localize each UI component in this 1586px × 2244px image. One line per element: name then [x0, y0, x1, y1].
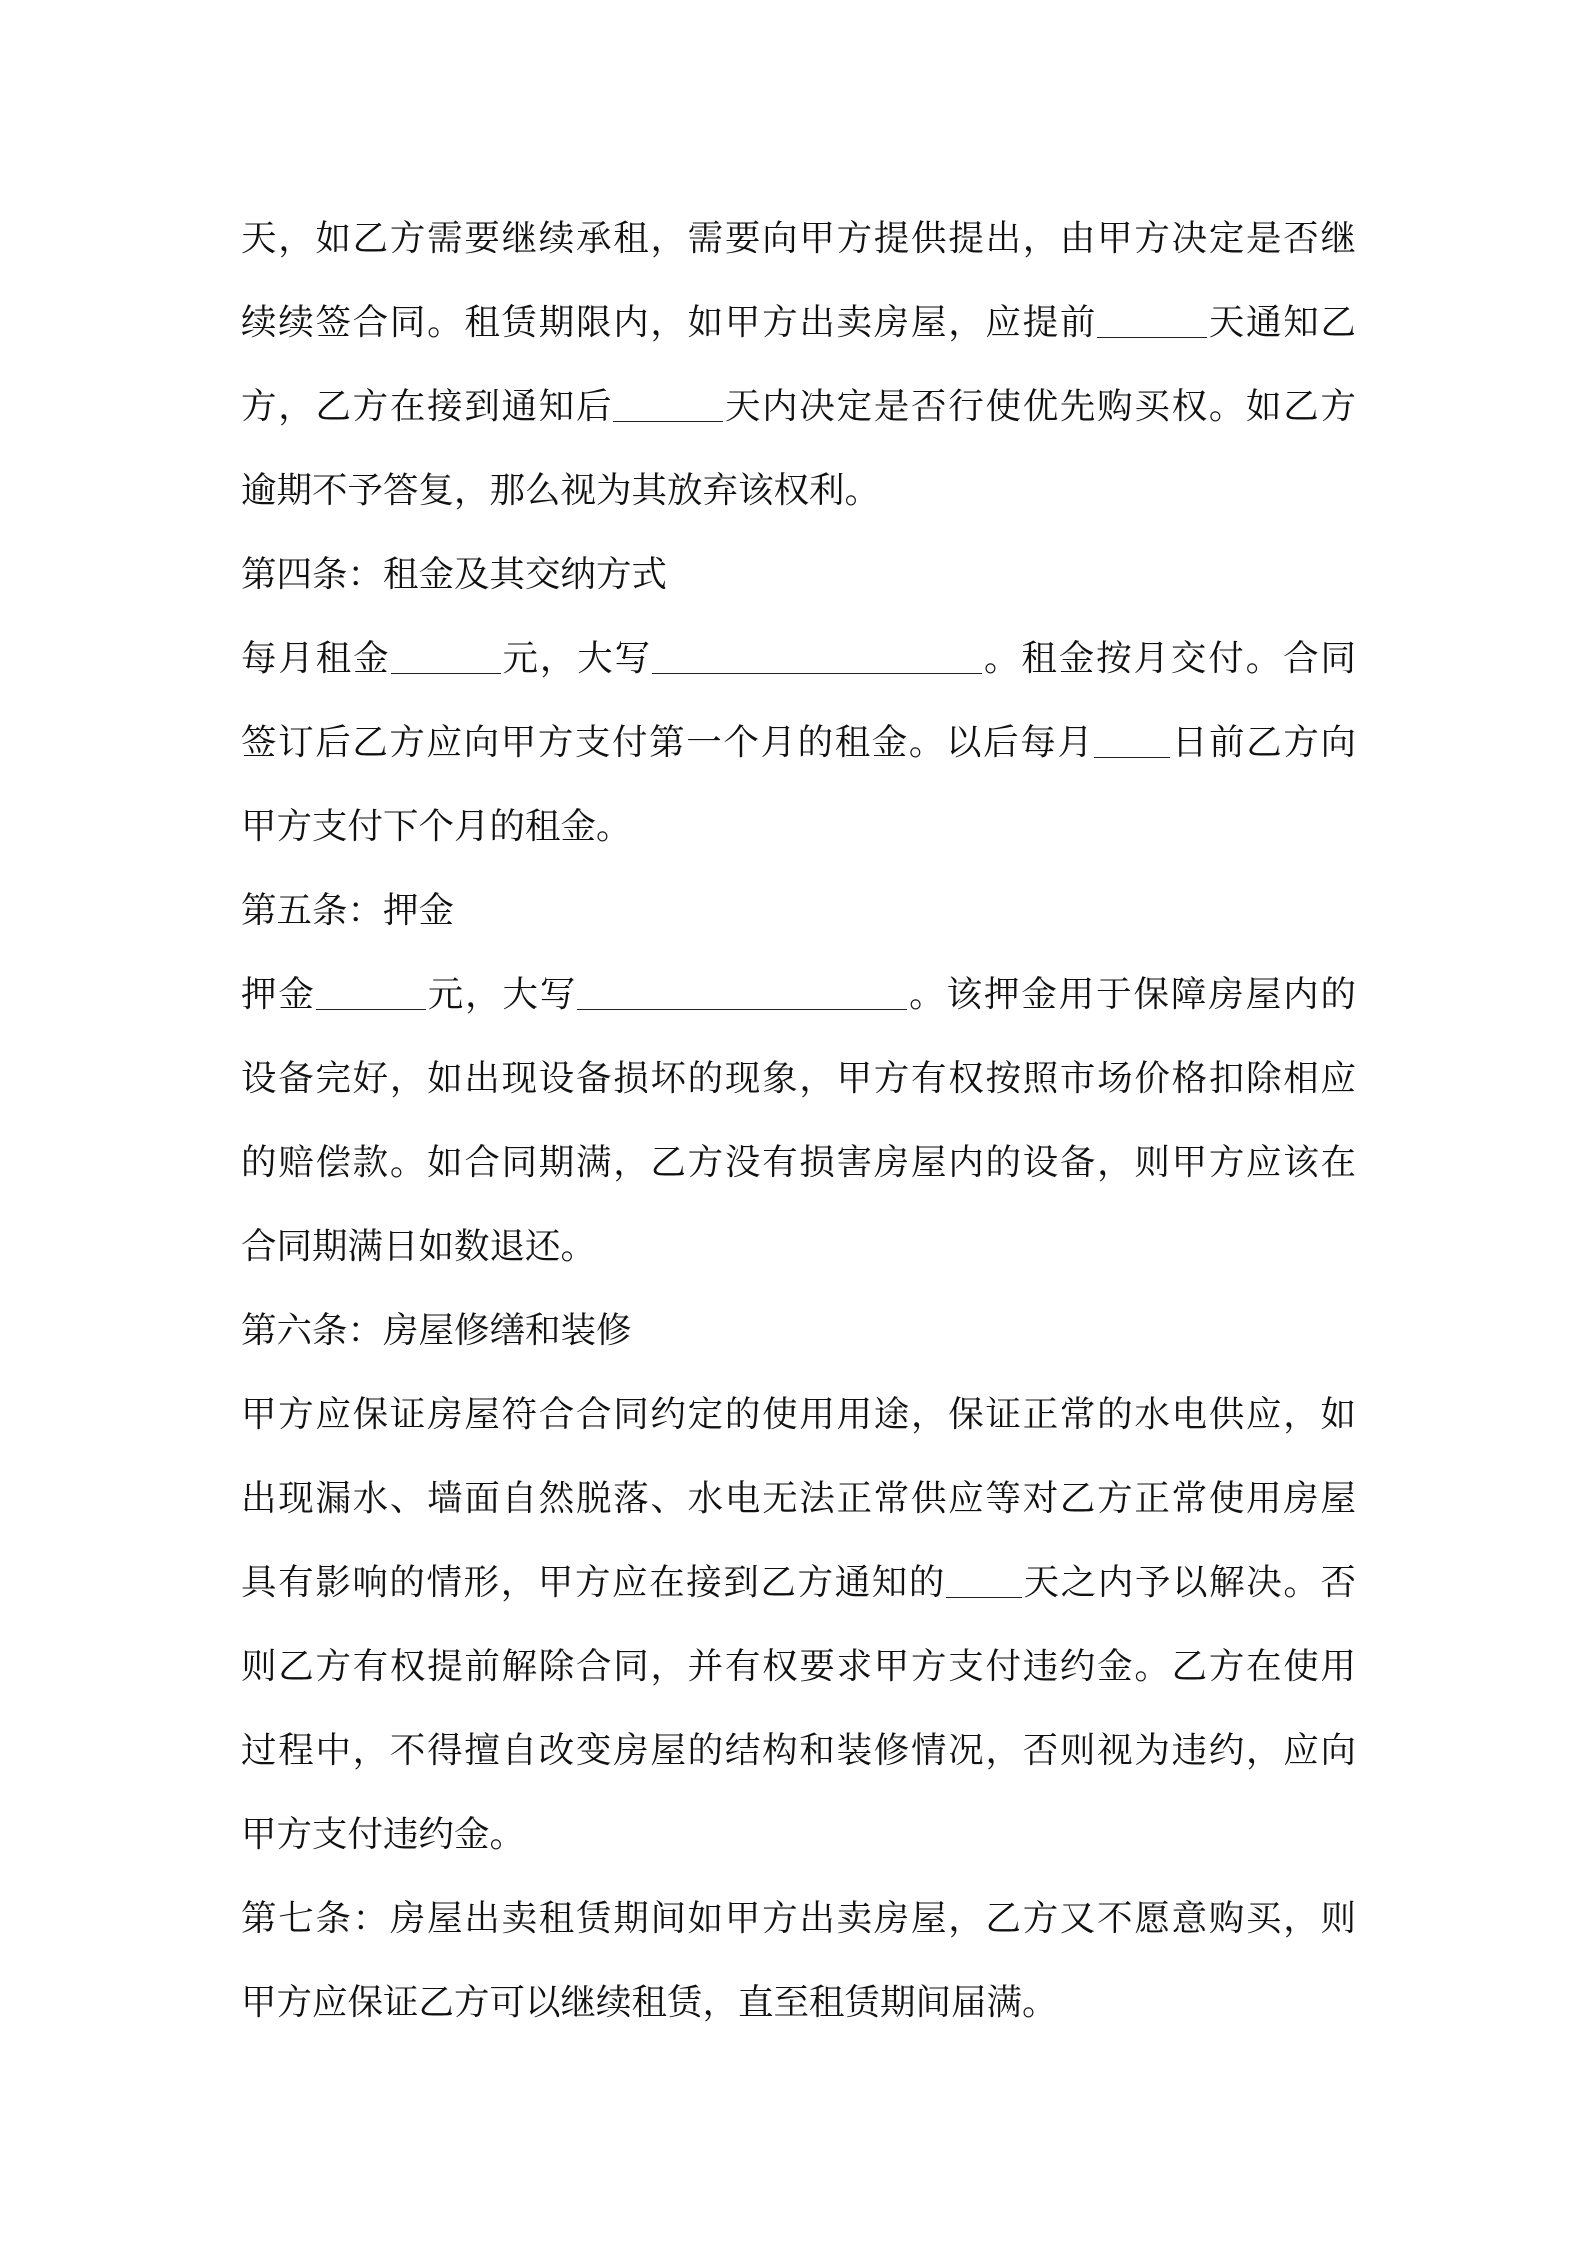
text-line: [241, 1709, 1356, 1793]
text-line: [241, 1121, 1356, 1205]
fill-in-blank: [613, 420, 723, 422]
text: 甲方支付下个月的租金。: [241, 806, 632, 847]
article-heading: [241, 869, 1356, 953]
text: 过程中，不得擅自改变房屋的结构和装修情况，否则视为违约，应向: [241, 1730, 1356, 1771]
text: 设备完好，如出现设备损坏的现象，甲方有权按照市场价格扣除相应: [241, 1058, 1356, 1099]
text-line: [241, 281, 1356, 365]
text: 甲方应保证乙方可以继续租赁，直至租赁期间届满。: [241, 1982, 1058, 2023]
text-line: [241, 1037, 1356, 1121]
text: 天，如乙方需要继续承租，需要向甲方提供提出，由甲方决定是否继: [241, 218, 1356, 259]
text: 甲方应保证房屋符合合同约定的使用用途，保证正常的水电供应，如: [241, 1394, 1356, 1435]
text-line: [241, 1373, 1356, 1457]
article-heading: [241, 1289, 1356, 1373]
fill-in-blank: [1094, 756, 1170, 758]
text: 逾期不予答复，那么视为其放弃该权利。: [241, 470, 881, 511]
text-line: [241, 365, 1356, 449]
text: 每月租金: [241, 638, 391, 679]
text: 日前乙方向: [1170, 722, 1356, 763]
text-line: [241, 1625, 1356, 1709]
text: 续续签合同。租赁期限内，如甲方出卖房屋，应提前: [241, 302, 1098, 343]
heading-text: 第四条：租金及其交纳方式: [241, 554, 668, 595]
fill-in-blank: [652, 672, 982, 674]
text-line: [241, 1457, 1356, 1541]
text-line: [241, 785, 1356, 869]
text-line: [241, 701, 1356, 785]
text: 元，大写: [425, 974, 578, 1015]
text: 的赔偿款。如合同期满，乙方没有损害房屋内的设备，则甲方应该在: [241, 1142, 1356, 1183]
text: 具有影响的情形，甲方应在接到乙方通知的: [241, 1562, 947, 1603]
fill-in-blank: [316, 1008, 426, 1010]
text-line: [241, 449, 1356, 533]
text: 天之内予以解决。否: [1022, 1562, 1356, 1603]
text: 押金: [241, 974, 316, 1015]
text: 天通知乙: [1207, 302, 1356, 343]
text: 。租金按月交付。合同: [982, 638, 1356, 679]
text-line: [241, 1541, 1356, 1625]
text: 天内决定是否行使优先购买权。如乙方: [723, 386, 1356, 427]
fill-in-blank: [946, 1596, 1022, 1598]
text: 合同期满日如数退还。: [241, 1226, 597, 1267]
heading-text: 第五条：押金: [241, 890, 455, 931]
heading-text: 第六条：房屋修缮和装修: [241, 1310, 632, 1351]
text: 元，大写: [500, 638, 653, 679]
text-line: [241, 1205, 1356, 1289]
text: 甲方支付违约金。: [241, 1814, 526, 1855]
text: 出现漏水、墙面自然脱落、水电无法正常供应等对乙方正常使用房屋: [241, 1478, 1356, 1519]
text-line: [241, 1961, 1356, 2045]
text: 签订后乙方应向甲方支付第一个月的租金。以后每月: [241, 722, 1095, 763]
fill-in-blank: [577, 1008, 907, 1010]
fill-in-blank: [391, 672, 501, 674]
fill-in-blank: [1097, 336, 1207, 338]
text: 第七条：房屋出卖租赁期间如甲方出卖房屋，乙方又不愿意购买，则: [241, 1898, 1356, 1939]
document-body: [241, 197, 1356, 2045]
text-line: [241, 953, 1356, 1037]
article-heading: [241, 533, 1356, 617]
text: 。该押金用于保障房屋内的: [907, 974, 1356, 1015]
text-line: [241, 617, 1356, 701]
text: 则乙方有权提前解除合同，并有权要求甲方支付违约金。乙方在使用: [241, 1646, 1356, 1687]
text-line: [241, 1793, 1356, 1877]
text: 方，乙方在接到通知后: [241, 386, 614, 427]
text-line: [241, 1877, 1356, 1961]
text-line: [241, 197, 1356, 281]
